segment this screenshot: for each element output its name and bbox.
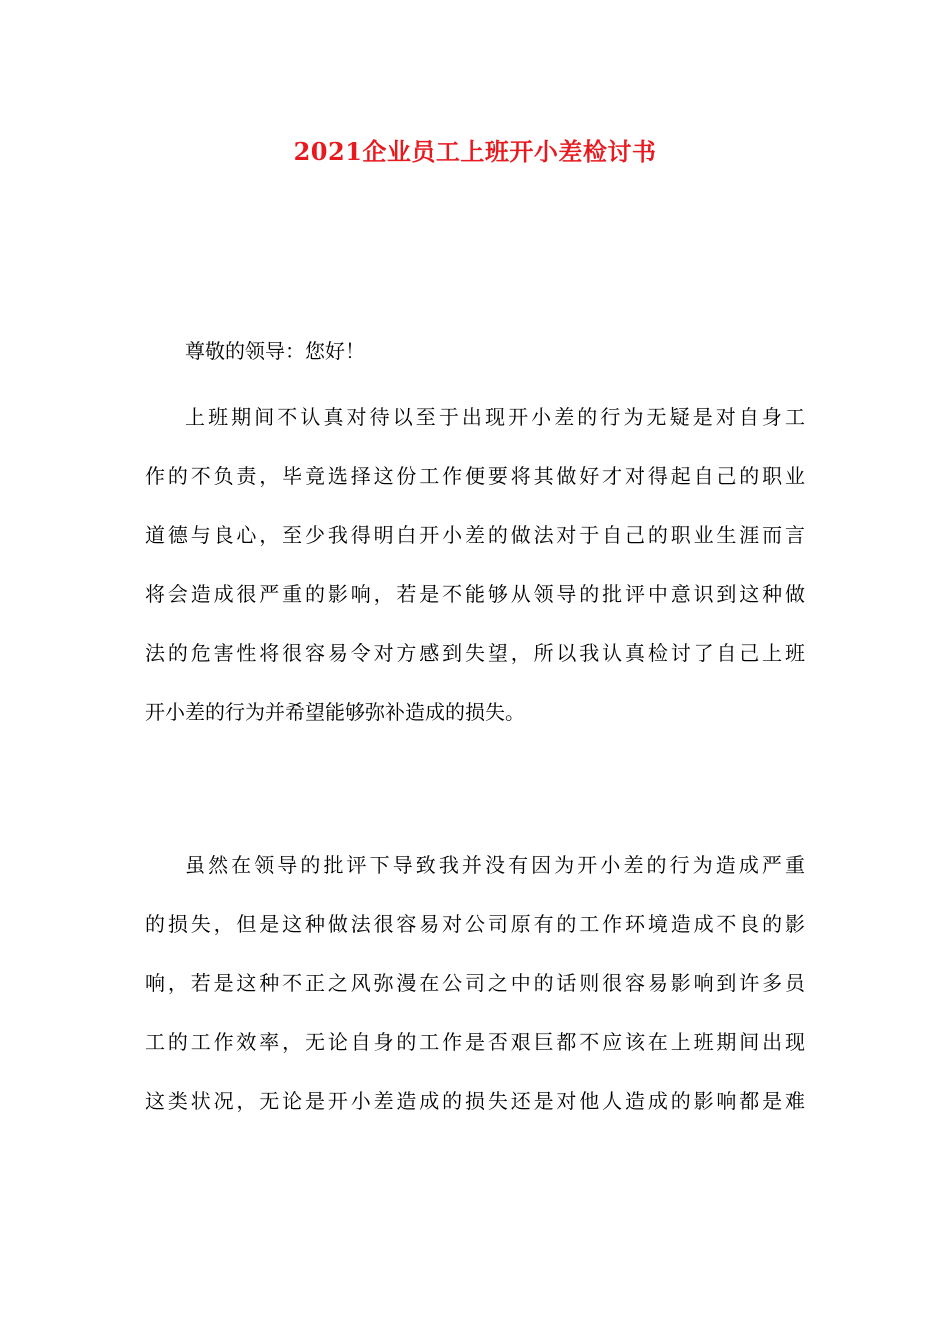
paragraph-line: 作的不负责，毕竟选择这份工作便要将其做好才对得起自己的职业: [145, 464, 805, 488]
paragraph-line: 的损失，但是这种做法很容易对公司原有的工作环境造成不良的影: [145, 912, 805, 936]
paragraph-line: 上班期间不认真对待以至于出现开小差的行为无疑是对自身工: [185, 405, 805, 429]
paragraph-line: 开小差的行为并希望能够弥补造成的损失。: [145, 700, 525, 724]
paragraph-1: [145, 388, 805, 742]
paragraph-line: 道德与良心，至少我得明白开小差的做法对于自己的职业生涯而言: [145, 523, 805, 547]
document-title: 2021企业员工上班开小差检讨书: [293, 137, 657, 166]
salutation: 尊敬的领导：您好！: [185, 339, 365, 363]
paragraph-line: 这类状况，无论是开小差造成的损失还是对他人造成的影响都是难: [145, 1089, 805, 1113]
paragraph-line: 响，若是这种不正之风弥漫在公司之中的话则很容易影响到许多员: [145, 971, 805, 995]
paragraph-2: [145, 836, 805, 1131]
salutation-block: [145, 322, 805, 381]
paragraph-line: 虽然在领导的批评下导致我并没有因为开小差的行为造成严重: [185, 853, 805, 877]
paragraph-line: 将会造成很严重的影响，若是不能够从领导的批评中意识到这种做: [145, 582, 805, 606]
paragraph-line: 工的工作效率，无论自身的工作是否艰巨都不应该在上班期间出现: [145, 1030, 805, 1054]
paragraph-line: 法的危害性将很容易令对方感到失望，所以我认真检讨了自己上班: [145, 641, 805, 665]
